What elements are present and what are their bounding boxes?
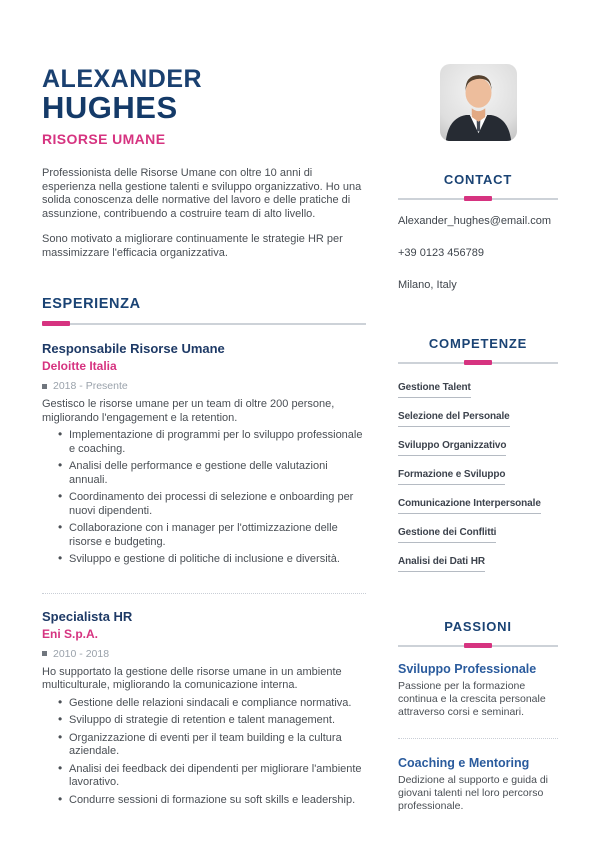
job-description: Gestisco le risorse umane per un team di oltre 200 persone, migliorando l'engagement e la retention. [42, 398, 335, 424]
skill-item [398, 522, 558, 543]
skills-list [398, 377, 558, 572]
job-description: Ho supportato la gestione delle risorse umane in un ambiente multiculturale, migliorando la comunicazione interna. [42, 665, 342, 691]
calendar-square-icon [42, 384, 47, 389]
sidebar-column [398, 64, 558, 813]
passion-title: Coaching e Mentoring [398, 756, 530, 770]
job-bullet: • Sviluppo di strategie di retention e talent management. [42, 714, 366, 728]
skill-label: Gestione Talent [398, 382, 471, 398]
passion-title: Sviluppo Professionale [398, 662, 537, 676]
job-bullet: • Condurre sessioni di formazione su soft skills e leadership. [42, 794, 366, 808]
skills-section-title: COMPETENZE [428, 336, 528, 351]
section-divider [398, 643, 558, 648]
job-bullet: • Analisi delle performance e gestione delle valutazioni annuali. [42, 460, 366, 487]
job-period-text: 2010 - 2018 [53, 647, 110, 660]
skill-label: Comunicazione Interpersonale [398, 498, 541, 514]
skill-item [398, 464, 558, 485]
job-bullet: • Collaborazione con i manager per l'ottimizzazione delle risorse e budgeting. [42, 522, 366, 549]
profile-photo [440, 64, 517, 141]
job-entry [42, 341, 366, 567]
job-company: Deloitte Italia [42, 359, 117, 373]
calendar-square-icon [42, 651, 47, 656]
skill-item [398, 435, 558, 456]
job-bullet: • Gestione delle relazioni sindacali e compliance normativa. [42, 697, 366, 711]
jobs-divider [42, 593, 366, 594]
skill-item [398, 493, 558, 514]
divider-accent [464, 360, 492, 365]
job-bullet: • Organizzazione di eventi per il team building e la cultura aziendale. [42, 732, 366, 759]
divider-accent [464, 196, 492, 201]
contact-section-title: CONTACT [443, 172, 513, 187]
passion-item [398, 756, 558, 813]
section-divider [398, 360, 558, 365]
skill-label: Gestione dei Conflitti [398, 527, 496, 543]
job-period-text: 2018 - Presente [53, 380, 128, 392]
job-entry [42, 609, 366, 808]
job-period [42, 648, 366, 660]
job-bullet: • Analisi dei feedback dei dipendenti per migliorare l'ambiente lavorativo. [42, 763, 366, 790]
divider-accent [464, 643, 492, 648]
passion-item [398, 662, 558, 719]
passion-text: Passione per la formazione continua e la crescita personale attraverso corsi e seminari. [398, 680, 546, 718]
skill-item [398, 406, 558, 427]
job-bullet-list [42, 429, 366, 567]
job-bullet: • Coordinamento dei processi di selezione e onboarding per nuovi dipendenti. [42, 491, 366, 518]
skill-label: Formazione e Sviluppo [398, 469, 505, 485]
name-block [42, 66, 366, 147]
contact-location: Milano, Italy [398, 279, 457, 291]
job-bullet-list [42, 697, 366, 808]
first-name: ALEXANDER [42, 65, 203, 93]
summary-paragraph: Professionista delle Risorse Umane con oltre 10 anni di esperienza nella gestione talenti e sviluppo organizzativo. Ho una solida conoscenza delle normative del lavoro e delle pratiche di assunzione, contribuendo a costruire team di alto livello. [42, 167, 362, 220]
section-divider [398, 196, 558, 201]
skill-label: Analisi dei Dati HR [398, 556, 485, 572]
contact-email: Alexander_hughes@email.com [398, 215, 552, 227]
passion-text: Dedizione al supporto e guida di giovani talenti nel loro percorso professionale. [398, 774, 549, 812]
job-title: Specialista HR [42, 608, 133, 624]
job-bullet: • Implementazione di programmi per lo sviluppo professionale e coaching. [42, 429, 366, 456]
contact-phone: +39 0123 456789 [398, 247, 484, 259]
skill-label: Sviluppo Organizzativo [398, 440, 506, 456]
main-column [42, 66, 366, 807]
section-divider [42, 321, 366, 326]
passions-section-title: PASSIONI [444, 619, 512, 634]
divider-accent [42, 321, 70, 326]
job-bullet: • Sviluppo e gestione di politiche di inclusione e diversità. [42, 553, 366, 567]
job-role-subtitle: RISORSE UMANE [42, 131, 166, 147]
profile-photo-image [440, 64, 517, 141]
job-title: Responsabile Risorse Umane [42, 341, 225, 356]
experience-section-title: ESPERIENZA [42, 296, 141, 312]
job-company: Eni S.p.A. [42, 626, 99, 641]
summary-paragraph: Sono motivato a migliorare continuamente le strategie HR per massimizzare l'efficacia organizzativa. [42, 233, 343, 259]
job-period [42, 380, 366, 392]
skill-label: Selezione del Personale [398, 411, 510, 427]
professional-summary [42, 167, 366, 260]
passions-divider [398, 738, 558, 739]
skill-item [398, 551, 558, 572]
skill-item [398, 377, 558, 398]
last-name: HUGHES [42, 90, 178, 125]
divider-line [42, 323, 366, 325]
